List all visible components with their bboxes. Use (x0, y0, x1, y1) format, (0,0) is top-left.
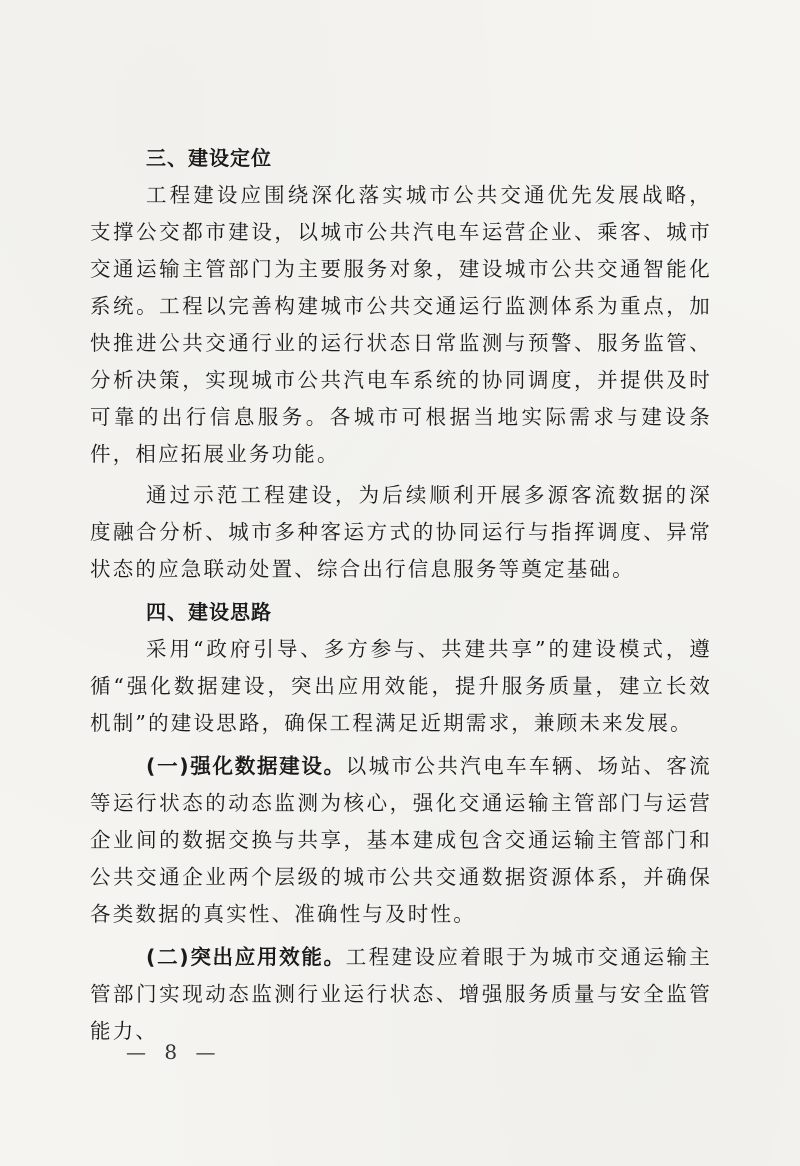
numbered-item (90, 939, 712, 1050)
item-body: 以城市公共汽电车车辆、场站、客流等运行状态的动态监测为核心，强化交通运输主管部门与运营企业间的数据交换与共享，基本建成包含交通运输主管部门和公共交通企业两个层级的城市公共交通数据资源体系，并确保各类数据的真实性、准确性与及时性。 (90, 754, 712, 926)
document-body (90, 140, 712, 1050)
item-lead: (二)突出应用效能。 (146, 945, 346, 969)
paragraph: 工程建设应围绕深化落实城市公共交通优先发展战略，支撑公交都市建设，以城市公共汽电车运营企业、乘客、城市交通运输主管部门为主要服务对象，建设城市公共交通智能化系统。工程以完善构建城市公共交通运行监测体系为重点，加快推进公共交通行业的运行状态日常监测与预警、服务监管、分析决策，实现城市公共汽电车系统的协同调度，并提供及时可靠的出行信息服务。各城市可根据当地实际需求与建设条件，相应拓展业务功能。 (90, 183, 712, 466)
section-heading-approach: 四、建设思路 (146, 600, 272, 624)
numbered-item (90, 748, 712, 933)
item-lead: (一)强化数据建设。 (146, 754, 346, 778)
item-body: 工程建设应着眼于为城市交通运输主管部门实现动态监测行业运行状态、增强服务质量与安全监管能力、 (90, 945, 712, 1043)
section-heading-positioning: 三、建设定位 (146, 146, 272, 170)
paragraph: 采用“政府引导、多方参与、共建共享”的建设模式，遵循“强化数据建设，突出应用效能，提升服务质量，建立长效机制”的建设思路，确保工程满足近期需求，兼顾未来发展。 (90, 637, 712, 735)
page-number: — 8 — (126, 1040, 222, 1064)
paragraph: 通过示范工程建设，为后续顺利开展多源客流数据的深度融合分析、城市多种客运方式的协同运行与指挥调度、异常状态的应急联动处置、综合出行信息服务等奠定基础。 (90, 483, 712, 581)
